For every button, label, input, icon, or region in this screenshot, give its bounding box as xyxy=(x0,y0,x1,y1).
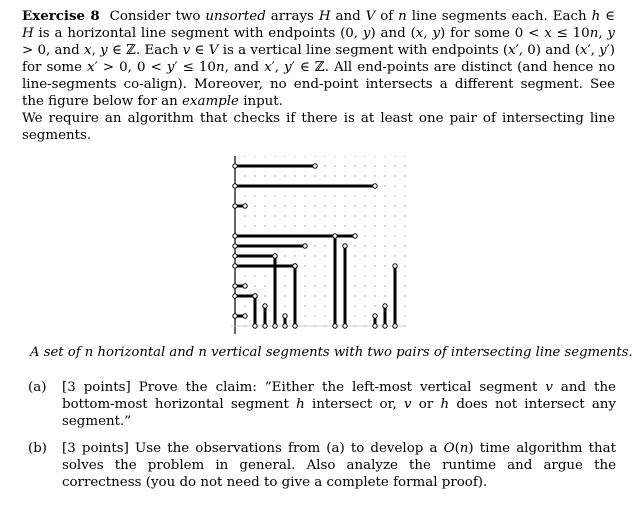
segment-endpoint xyxy=(243,284,247,288)
grid-dot xyxy=(324,295,325,296)
grid-dot xyxy=(364,165,365,166)
grid-dot xyxy=(324,255,325,256)
grid-dot xyxy=(264,175,265,176)
segments-figure xyxy=(230,156,410,336)
grid-dot xyxy=(254,205,255,206)
segment-endpoint xyxy=(233,284,237,288)
grid-dot xyxy=(364,255,365,256)
grid-dot xyxy=(354,295,355,296)
grid-dot xyxy=(364,225,365,226)
segment-endpoint xyxy=(233,314,237,318)
segment-endpoint xyxy=(233,244,237,248)
segment-endpoint xyxy=(233,264,237,268)
grid-dot xyxy=(354,165,355,166)
grid-dot xyxy=(334,156,335,157)
grid-dot xyxy=(284,295,285,296)
grid-dot xyxy=(284,305,285,306)
grid-dot xyxy=(284,175,285,176)
segment-endpoint xyxy=(373,184,377,188)
segment-endpoint xyxy=(243,314,247,318)
grid-dot xyxy=(404,185,405,186)
grid-dot xyxy=(314,265,315,266)
segment-endpoint xyxy=(263,324,267,328)
segment-endpoint xyxy=(373,324,377,328)
grid-dot xyxy=(374,235,375,236)
grid-dot xyxy=(404,275,405,276)
grid-dot xyxy=(314,315,315,316)
grid-dot xyxy=(354,175,355,176)
segment-endpoint xyxy=(383,324,387,328)
grid-dot xyxy=(264,225,265,226)
grid-dot xyxy=(324,205,325,206)
grid-dot xyxy=(324,265,325,266)
grid-dot xyxy=(344,156,345,157)
grid-dot xyxy=(374,255,375,256)
segment-endpoint xyxy=(273,254,277,258)
grid-dot xyxy=(364,305,365,306)
grid-dot xyxy=(304,295,305,296)
grid-dot xyxy=(304,156,305,157)
grid-dot xyxy=(364,315,365,316)
segment-endpoint xyxy=(343,324,347,328)
segment-endpoint xyxy=(283,324,287,328)
grid-dot xyxy=(324,175,325,176)
exercise-parts xyxy=(28,379,616,501)
grid-dot xyxy=(324,315,325,316)
grid-dot xyxy=(384,255,385,256)
grid-dot xyxy=(404,156,405,157)
segment-endpoint xyxy=(293,264,297,268)
segment-endpoint xyxy=(293,324,297,328)
part-a xyxy=(28,379,616,430)
grid-dot xyxy=(334,165,335,166)
segment-endpoint xyxy=(253,294,257,298)
grid-dot xyxy=(254,285,255,286)
grid-dot xyxy=(384,215,385,216)
grid-dot xyxy=(384,185,385,186)
grid-dot xyxy=(304,175,305,176)
grid-dot xyxy=(354,265,355,266)
segment-endpoint xyxy=(283,314,287,318)
grid-dot xyxy=(274,175,275,176)
grid-dot xyxy=(244,195,245,196)
grid-dot xyxy=(364,156,365,157)
grid-dot xyxy=(404,235,405,236)
exercise-intro xyxy=(22,8,615,110)
grid-dots xyxy=(234,156,405,327)
grid-dot xyxy=(284,215,285,216)
exercise-intro-text: Consider two unsorted arrays H and V of n line segments each. Each h ∈ H is a horizontal line segment with endpoints (0, y) and (x, y) for some 0 < x ≤ 10n, y > 0, and x, y ∈ ℤ. Each v ∈ V is a vertical line segment with endpoints (x′, 0) and (x′, y′) for some x′ > 0, 0 < y′ ≤ 10n, and x′, y′ ∈ ℤ. All end-points are distinct (and hence no line-segments co-align). Moreover, no end-point intersects a different segment. See the figure below for an example input. xyxy=(22,9,616,109)
grid-dot xyxy=(274,205,275,206)
grid-dot xyxy=(324,156,325,157)
grid-dot xyxy=(294,175,295,176)
segment-endpoint xyxy=(313,164,317,168)
grid-dot xyxy=(264,295,265,296)
grid-dot xyxy=(374,215,375,216)
grid-dot xyxy=(344,205,345,206)
grid-dot xyxy=(404,205,405,206)
grid-dot xyxy=(314,175,315,176)
grid-dot xyxy=(344,195,345,196)
part-b-label: (b) xyxy=(28,441,48,456)
segment-endpoint xyxy=(373,314,377,318)
figure-caption: A set of n horizontal and n vertical segments with two pairs of intersecting line segments. xyxy=(30,345,633,360)
grid-dot xyxy=(314,245,315,246)
grid-dot xyxy=(374,195,375,196)
grid-dot xyxy=(324,305,325,306)
grid-dot xyxy=(384,285,385,286)
grid-dot xyxy=(284,285,285,286)
grid-dot xyxy=(384,156,385,157)
grid-dot xyxy=(404,245,405,246)
grid-dot xyxy=(384,295,385,296)
grid-dot xyxy=(304,305,305,306)
grid-dot xyxy=(264,215,265,216)
exercise-page xyxy=(22,8,615,144)
grid-dot xyxy=(404,265,405,266)
segment-endpoint xyxy=(333,324,337,328)
segment-endpoint xyxy=(233,294,237,298)
grid-dot xyxy=(374,265,375,266)
grid-dot xyxy=(264,205,265,206)
grid-dot xyxy=(324,165,325,166)
segment-endpoint xyxy=(243,204,247,208)
grid-dot xyxy=(394,205,395,206)
grid-dot xyxy=(374,285,375,286)
grid-dot xyxy=(274,156,275,157)
grid-dot xyxy=(404,225,405,226)
grid-dot xyxy=(304,195,305,196)
grid-dot xyxy=(394,225,395,226)
grid-dot xyxy=(364,285,365,286)
vertical-segments xyxy=(253,234,397,328)
grid-dot xyxy=(404,215,405,216)
grid-dot xyxy=(364,205,365,206)
segment-endpoint xyxy=(233,164,237,168)
grid-dot xyxy=(244,215,245,216)
grid-dot xyxy=(354,255,355,256)
grid-dot xyxy=(254,175,255,176)
grid-dot xyxy=(384,195,385,196)
grid-dot xyxy=(394,165,395,166)
grid-dot xyxy=(324,225,325,226)
grid-dot xyxy=(344,175,345,176)
grid-dot xyxy=(364,295,365,296)
grid-dot xyxy=(404,315,405,316)
grid-dot xyxy=(364,235,365,236)
grid-dot xyxy=(304,285,305,286)
segment-endpoint xyxy=(393,324,397,328)
exercise-title: Exercise 8 xyxy=(22,8,100,24)
grid-dot xyxy=(254,156,255,157)
grid-dot xyxy=(314,205,315,206)
segment-endpoint xyxy=(233,204,237,208)
grid-dot xyxy=(404,255,405,256)
grid-dot xyxy=(374,225,375,226)
grid-dot xyxy=(254,275,255,276)
grid-dot xyxy=(274,225,275,226)
grid-dot xyxy=(244,225,245,226)
grid-dot xyxy=(314,215,315,216)
grid-dot xyxy=(284,275,285,276)
grid-dot xyxy=(334,225,335,226)
segment-endpoint xyxy=(383,304,387,308)
grid-dot xyxy=(314,305,315,306)
grid-dot xyxy=(394,185,395,186)
grid-dot xyxy=(294,195,295,196)
grid-dot xyxy=(354,245,355,246)
grid-dot xyxy=(364,275,365,276)
grid-dot xyxy=(324,215,325,216)
grid-dot xyxy=(404,165,405,166)
grid-dot xyxy=(374,305,375,306)
segment-endpoint xyxy=(253,324,257,328)
segment-endpoint xyxy=(333,234,337,238)
grid-dot xyxy=(344,215,345,216)
grid-dot xyxy=(264,275,265,276)
grid-dot xyxy=(374,165,375,166)
grid-dot xyxy=(294,156,295,157)
grid-dot xyxy=(244,175,245,176)
grid-dot xyxy=(404,305,405,306)
grid-dot xyxy=(244,156,245,157)
grid-dot xyxy=(284,225,285,226)
grid-dot xyxy=(304,215,305,216)
grid-dot xyxy=(324,275,325,276)
grid-dot xyxy=(374,156,375,157)
grid-dot xyxy=(264,195,265,196)
grid-dot xyxy=(314,295,315,296)
grid-dot xyxy=(284,195,285,196)
segment-endpoint xyxy=(353,234,357,238)
grid-dot xyxy=(334,195,335,196)
grid-dot xyxy=(374,205,375,206)
grid-dot xyxy=(404,195,405,196)
part-a-text: [3 points] Prove the claim: ”Either the left-most vertical segment v and the bottom-most horizontal segment h intersect or, v or h does not intersect any segment.” xyxy=(62,380,616,429)
segment-endpoint xyxy=(393,264,397,268)
grid-dot xyxy=(344,225,345,226)
grid-dot xyxy=(364,195,365,196)
grid-dot xyxy=(324,245,325,246)
grid-dot xyxy=(364,265,365,266)
grid-dot xyxy=(264,156,265,157)
grid-dot xyxy=(384,275,385,276)
grid-dot xyxy=(354,205,355,206)
grid-dot xyxy=(354,156,355,157)
part-b xyxy=(28,440,616,491)
grid-dot xyxy=(384,235,385,236)
grid-dot xyxy=(304,255,305,256)
grid-dot xyxy=(284,255,285,256)
grid-dot xyxy=(364,175,365,176)
grid-dot xyxy=(394,255,395,256)
grid-dot xyxy=(404,175,405,176)
grid-dot xyxy=(314,255,315,256)
grid-dot xyxy=(314,225,315,226)
grid-dot xyxy=(314,275,315,276)
grid-dot xyxy=(384,245,385,246)
grid-dot xyxy=(304,205,305,206)
grid-dot xyxy=(294,255,295,256)
grid-dot xyxy=(354,285,355,286)
grid-dot xyxy=(264,285,265,286)
grid-dot xyxy=(394,156,395,157)
grid-dot xyxy=(284,205,285,206)
grid-dot xyxy=(364,215,365,216)
grid-dot xyxy=(314,285,315,286)
segment-endpoint xyxy=(343,244,347,248)
grid-dot xyxy=(404,285,405,286)
part-a-label: (a) xyxy=(28,380,47,395)
grid-dot xyxy=(364,245,365,246)
grid-dot xyxy=(374,295,375,296)
segment-endpoint xyxy=(273,324,277,328)
grid-dot xyxy=(294,215,295,216)
grid-dot xyxy=(324,285,325,286)
grid-dot xyxy=(394,215,395,216)
grid-dot xyxy=(244,305,245,306)
grid-dot xyxy=(374,245,375,246)
grid-dot xyxy=(354,215,355,216)
exercise-requirement: We require an algorithm that checks if there is at least one pair of intersecting line segments. xyxy=(22,111,615,143)
segment-endpoint xyxy=(233,184,237,188)
grid-dot xyxy=(384,175,385,176)
grid-dot xyxy=(384,205,385,206)
grid-dot xyxy=(254,215,255,216)
grid-dot xyxy=(344,165,345,166)
grid-dot xyxy=(354,225,355,226)
segment-endpoint xyxy=(233,234,237,238)
grid-dot xyxy=(394,175,395,176)
grid-dot xyxy=(314,195,315,196)
grid-dot xyxy=(304,315,305,316)
grid-dot xyxy=(304,225,305,226)
grid-dot xyxy=(354,315,355,316)
grid-dot xyxy=(294,225,295,226)
grid-dot xyxy=(334,205,335,206)
grid-dot xyxy=(384,265,385,266)
grid-dot xyxy=(384,165,385,166)
segment-endpoint xyxy=(233,254,237,258)
grid-dot xyxy=(334,215,335,216)
grid-dot xyxy=(284,156,285,157)
grid-dot xyxy=(404,295,405,296)
grid-dot xyxy=(304,275,305,276)
grid-dot xyxy=(324,195,325,196)
segment-endpoint xyxy=(303,244,307,248)
segment-endpoint xyxy=(263,304,267,308)
grid-dot xyxy=(354,195,355,196)
grid-dot xyxy=(394,235,395,236)
grid-dot xyxy=(394,245,395,246)
grid-dot xyxy=(274,195,275,196)
part-b-text: [3 points] Use the observations from (a) to develop a O(n) time algorithm that solves the problem in general. Also analyze the runtime and argue the correctness (you do not need to give a complete formal proof). xyxy=(62,441,616,490)
grid-dot xyxy=(354,275,355,276)
grid-dot xyxy=(254,225,255,226)
grid-dot xyxy=(384,225,385,226)
grid-dot xyxy=(304,265,305,266)
grid-dot xyxy=(394,195,395,196)
grid-dot xyxy=(274,215,275,216)
grid-dot xyxy=(354,305,355,306)
grid-dot xyxy=(314,156,315,157)
grid-dot xyxy=(374,275,375,276)
grid-dot xyxy=(294,205,295,206)
grid-dot xyxy=(244,275,245,276)
grid-dot xyxy=(374,175,375,176)
grid-dot xyxy=(334,175,335,176)
grid-dot xyxy=(254,195,255,196)
